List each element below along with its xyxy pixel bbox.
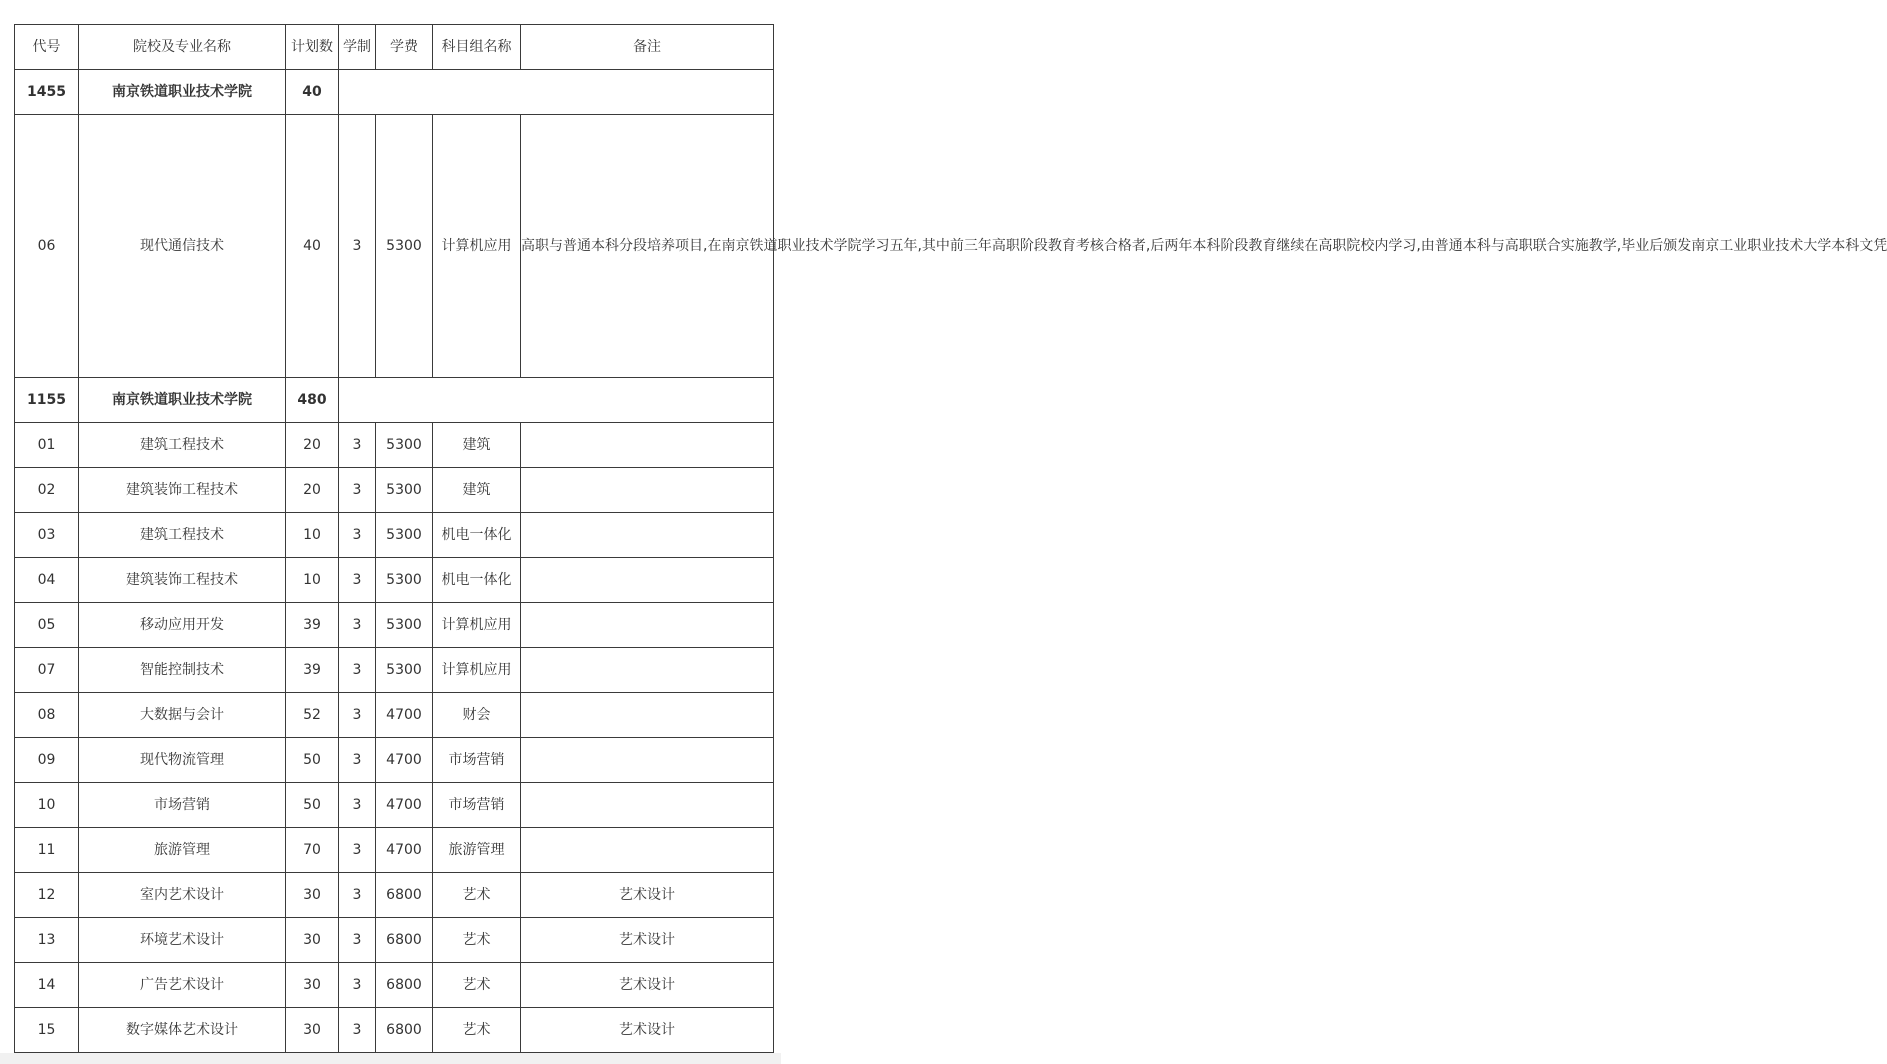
major-subject: 艺术 bbox=[433, 918, 521, 963]
major-subject: 艺术 bbox=[433, 1008, 521, 1053]
major-fee: 5300 bbox=[376, 468, 433, 513]
school-name: 南京铁道职业技术学院 bbox=[79, 70, 286, 115]
major-remark bbox=[521, 558, 774, 603]
table-row bbox=[15, 603, 774, 648]
major-code: 11 bbox=[15, 828, 79, 873]
major-name: 移动应用开发 bbox=[79, 603, 286, 648]
page-bottom-strip bbox=[0, 1053, 781, 1064]
header-remark: 备注 bbox=[521, 25, 774, 70]
major-fee: 6800 bbox=[376, 963, 433, 1008]
major-name: 数字媒体艺术设计 bbox=[79, 1008, 286, 1053]
major-code: 15 bbox=[15, 1008, 79, 1053]
major-subject: 财会 bbox=[433, 693, 521, 738]
major-years: 3 bbox=[339, 115, 376, 378]
major-years: 3 bbox=[339, 963, 376, 1008]
major-years: 3 bbox=[339, 468, 376, 513]
major-remark bbox=[521, 423, 774, 468]
major-code: 08 bbox=[15, 693, 79, 738]
major-subject: 艺术 bbox=[433, 873, 521, 918]
table-row bbox=[15, 648, 774, 693]
major-subject: 计算机应用 bbox=[433, 603, 521, 648]
header-plan: 计划数 bbox=[286, 25, 339, 70]
major-subject: 机电一体化 bbox=[433, 558, 521, 603]
major-years: 3 bbox=[339, 1008, 376, 1053]
school-blank bbox=[339, 378, 774, 423]
table-row bbox=[15, 558, 774, 603]
major-code: 10 bbox=[15, 783, 79, 828]
table-row bbox=[15, 783, 774, 828]
major-remark bbox=[521, 738, 774, 783]
major-code: 01 bbox=[15, 423, 79, 468]
table-body bbox=[15, 25, 1887, 1053]
major-years: 3 bbox=[339, 603, 376, 648]
major-fee: 5300 bbox=[376, 423, 433, 468]
major-remark: 艺术设计 bbox=[521, 963, 774, 1008]
major-subject: 建筑 bbox=[433, 468, 521, 513]
major-years: 3 bbox=[339, 918, 376, 963]
major-fee: 6800 bbox=[376, 918, 433, 963]
major-name: 广告艺术设计 bbox=[79, 963, 286, 1008]
major-remark bbox=[521, 513, 774, 558]
major-plan: 39 bbox=[286, 603, 339, 648]
major-subject: 艺术 bbox=[433, 963, 521, 1008]
major-code: 04 bbox=[15, 558, 79, 603]
major-name: 现代物流管理 bbox=[79, 738, 286, 783]
major-plan: 30 bbox=[286, 963, 339, 1008]
major-plan: 10 bbox=[286, 558, 339, 603]
major-fee: 5300 bbox=[376, 603, 433, 648]
table-row bbox=[15, 468, 774, 513]
major-plan: 30 bbox=[286, 918, 339, 963]
admissions-table bbox=[14, 24, 1887, 1053]
school-blank bbox=[339, 70, 774, 115]
major-name: 建筑工程技术 bbox=[79, 513, 286, 558]
major-plan: 30 bbox=[286, 1008, 339, 1053]
major-name: 建筑装饰工程技术 bbox=[79, 558, 286, 603]
major-name: 环境艺术设计 bbox=[79, 918, 286, 963]
major-name: 大数据与会计 bbox=[79, 693, 286, 738]
major-fee: 5300 bbox=[376, 558, 433, 603]
major-fee: 5300 bbox=[376, 513, 433, 558]
major-plan: 50 bbox=[286, 738, 339, 783]
major-years: 3 bbox=[339, 693, 376, 738]
major-years: 3 bbox=[339, 423, 376, 468]
major-remark bbox=[521, 783, 774, 828]
school-plan: 480 bbox=[286, 378, 339, 423]
major-remark: 艺术设计 bbox=[521, 918, 774, 963]
table-row bbox=[15, 963, 774, 1008]
major-code: 09 bbox=[15, 738, 79, 783]
major-years: 3 bbox=[339, 513, 376, 558]
major-fee: 6800 bbox=[376, 873, 433, 918]
major-name: 旅游管理 bbox=[79, 828, 286, 873]
major-remark: 艺术设计 bbox=[521, 873, 774, 918]
major-plan: 70 bbox=[286, 828, 339, 873]
major-years: 3 bbox=[339, 738, 376, 783]
major-subject: 市场营销 bbox=[433, 783, 521, 828]
school-row bbox=[15, 378, 774, 423]
major-fee: 5300 bbox=[376, 648, 433, 693]
table-row bbox=[15, 828, 774, 873]
major-subject: 建筑 bbox=[433, 423, 521, 468]
major-name: 建筑工程技术 bbox=[79, 423, 286, 468]
table-row bbox=[15, 873, 774, 918]
major-fee: 4700 bbox=[376, 738, 433, 783]
major-plan: 10 bbox=[286, 513, 339, 558]
major-remark: 艺术设计 bbox=[521, 1008, 774, 1053]
major-plan: 50 bbox=[286, 783, 339, 828]
major-years: 3 bbox=[339, 828, 376, 873]
major-years: 3 bbox=[339, 873, 376, 918]
major-plan: 39 bbox=[286, 648, 339, 693]
major-name: 建筑装饰工程技术 bbox=[79, 468, 286, 513]
major-name: 室内艺术设计 bbox=[79, 873, 286, 918]
major-remark: 高职与普通本科分段培养项目,在南京铁道职业技术学院学习五年,其中前三年高职阶段教育考核合格者,后两年本科阶段教育继续在高职院校内学习,由普通本科与高职联合实施教学,毕业后颁发南京工业职业技术大学本科文凭 bbox=[521, 115, 774, 378]
major-code: 07 bbox=[15, 648, 79, 693]
major-subject: 旅游管理 bbox=[433, 828, 521, 873]
header-code: 代号 bbox=[15, 25, 79, 70]
major-fee: 4700 bbox=[376, 783, 433, 828]
major-name: 智能控制技术 bbox=[79, 648, 286, 693]
major-fee: 4700 bbox=[376, 693, 433, 738]
major-remark bbox=[521, 648, 774, 693]
major-code: 06 bbox=[15, 115, 79, 378]
header-years: 学制 bbox=[339, 25, 376, 70]
header-row bbox=[15, 25, 774, 70]
major-plan: 40 bbox=[286, 115, 339, 378]
table-row bbox=[15, 693, 774, 738]
header-name: 院校及专业名称 bbox=[79, 25, 286, 70]
table-row bbox=[15, 115, 774, 378]
major-name: 市场营销 bbox=[79, 783, 286, 828]
school-plan: 40 bbox=[286, 70, 339, 115]
major-code: 13 bbox=[15, 918, 79, 963]
major-remark bbox=[521, 468, 774, 513]
major-years: 3 bbox=[339, 783, 376, 828]
major-plan: 30 bbox=[286, 873, 339, 918]
major-years: 3 bbox=[339, 558, 376, 603]
table-row bbox=[15, 918, 774, 963]
major-code: 02 bbox=[15, 468, 79, 513]
school-row bbox=[15, 70, 774, 115]
table-row bbox=[15, 1008, 774, 1053]
header-subject: 科目组名称 bbox=[433, 25, 521, 70]
table-row bbox=[15, 423, 774, 468]
major-fee: 6800 bbox=[376, 1008, 433, 1053]
major-subject: 计算机应用 bbox=[433, 115, 521, 378]
major-fee: 5300 bbox=[376, 115, 433, 378]
school-code: 1455 bbox=[15, 70, 79, 115]
major-code: 12 bbox=[15, 873, 79, 918]
major-name: 现代通信技术 bbox=[79, 115, 286, 378]
table-row bbox=[15, 738, 774, 783]
major-subject: 市场营销 bbox=[433, 738, 521, 783]
major-subject: 计算机应用 bbox=[433, 648, 521, 693]
major-remark bbox=[521, 693, 774, 738]
major-years: 3 bbox=[339, 648, 376, 693]
major-fee: 4700 bbox=[376, 828, 433, 873]
major-subject: 机电一体化 bbox=[433, 513, 521, 558]
major-remark bbox=[521, 603, 774, 648]
major-code: 14 bbox=[15, 963, 79, 1008]
table-row bbox=[15, 513, 774, 558]
major-plan: 20 bbox=[286, 423, 339, 468]
school-code: 1155 bbox=[15, 378, 79, 423]
major-plan: 20 bbox=[286, 468, 339, 513]
major-remark bbox=[521, 828, 774, 873]
major-code: 05 bbox=[15, 603, 79, 648]
major-code: 03 bbox=[15, 513, 79, 558]
header-fee: 学费 bbox=[376, 25, 433, 70]
major-plan: 52 bbox=[286, 693, 339, 738]
school-name: 南京铁道职业技术学院 bbox=[79, 378, 286, 423]
